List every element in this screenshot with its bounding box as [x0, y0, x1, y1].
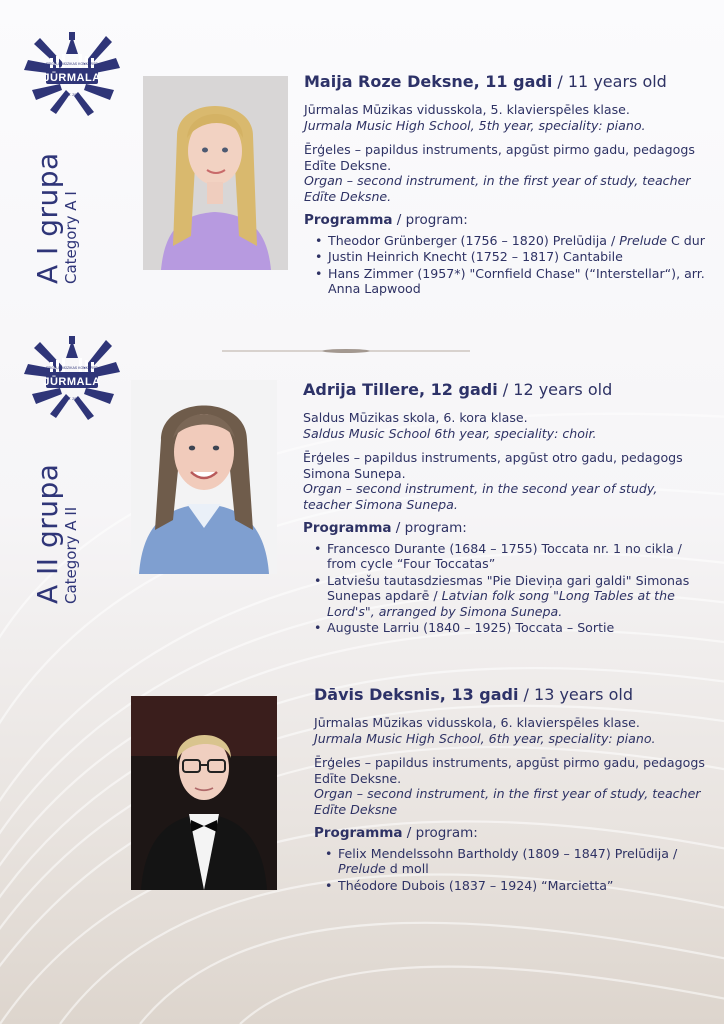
- school-description: Jūrmalas Mūzikas vidusskola, 5. klavierspēles klase. Jurmala Music High School, 5th year, speciality: piano.: [304, 102, 646, 133]
- participant-name: Maija Roze Deksne, 11 gadi / 11 years old: [304, 72, 667, 91]
- participant-info: [304, 72, 708, 298]
- participant-info: [303, 380, 708, 637]
- group-subtitle: Category A I: [62, 191, 80, 284]
- svg-text:EST. 2020: EST. 2020: [63, 93, 81, 97]
- portrait-girl-smiling-icon: [131, 380, 277, 574]
- organ-description: Ērģeles – papildus instruments, apgūst otro gadu, pedagogs Simona Sunepa. Organ – second instrument, in the second year of study, teacher Simona Sunepa.: [303, 450, 683, 512]
- program-heading: Programma / program:: [303, 520, 467, 536]
- svg-text:JŪRMALA: JŪRMALA: [43, 72, 101, 84]
- participant-photo: [131, 380, 277, 574]
- program-list: [304, 233, 708, 297]
- organ-description: Ērģeles – papildus instruments, apgūst pirmo gadu, pedagogs Edīte Deksne. Organ – second instrument, in the first year of study, teacher Edīte Deksne.: [304, 142, 695, 204]
- jurmala-logo: [20, 30, 124, 120]
- participant-name: Adrija Tillere, 12 gadi / 12 years old: [303, 380, 613, 399]
- group-subtitle: Category A II: [62, 506, 80, 604]
- group-label-a2: [31, 463, 80, 604]
- portrait-girl-blonde-icon: [143, 76, 288, 270]
- program-heading: Programma / program:: [314, 825, 478, 841]
- school-description: Jūrmalas Mūzikas vidusskola, 6. klavierspēles klase. Jurmala Music High School, 6th year, speciality: piano.: [314, 715, 656, 746]
- program-list: [314, 846, 708, 894]
- program-heading: Programma / program:: [304, 212, 468, 228]
- participant-info: [314, 685, 708, 894]
- portrait-boy-glasses-bowtie-icon: [131, 696, 277, 890]
- list-item: • Auguste Larriu (1840 – 1925) Toccata – Sortie: [327, 620, 708, 636]
- list-item: • Hans Zimmer (1957*) "Cornfield Chase" (“Interstellar“), arr. Anna Lapwood: [328, 266, 708, 297]
- list-item: • Justin Heinrich Knecht (1752 – 1817) Cantabile: [328, 249, 708, 265]
- school-description: Saldus Mūzikas skola, 6. kora klase. Saldus Music School 6th year, speciality: choir.: [303, 410, 597, 441]
- organ-description: Ērģeles – papildus instruments, apgūst pirmo gadu, pedagogs Edīte Deksne. Organ – second instrument, in the first year of study, teacher Edīte Deksne: [314, 755, 705, 817]
- group-title: A I grupa: [31, 152, 64, 284]
- list-item: • Francesco Durante (1684 – 1755) Toccata nr. 1 no cikla / from cycle “Four Toccatas”: [327, 541, 708, 572]
- list-item: • Théodore Dubois (1837 – 1924) “Marcietta”: [338, 878, 708, 894]
- svg-text:JŪRMALA: JŪRMALA: [43, 376, 101, 388]
- svg-text:ERGEĻU MŪZIKAS KONKURSS: ERGEĻU MŪZIKAS KONKURSS: [46, 366, 98, 370]
- svg-text:EST. 2020: EST. 2020: [63, 397, 81, 401]
- participant-photo: [131, 696, 277, 890]
- section-divider: [222, 348, 470, 354]
- participant-photo: [143, 76, 288, 270]
- organ-music-emblem-icon: [20, 334, 124, 424]
- organ-music-emblem-icon: [20, 30, 124, 120]
- list-item: • Theodor Grünberger (1756 – 1820) Prelūdija / Prelude C dur: [328, 233, 708, 249]
- svg-text:ERGEĻU MŪZIKAS KONKURSS: ERGEĻU MŪZIKAS KONKURSS: [46, 62, 98, 66]
- list-item: • Latviešu tautasdziesmas "Pie Dieviņa gari galdi" Simonas Sunepas apdarē / Latvian folk song "Long Tables at the Lord's", arranged by Simona Sunepa.: [327, 573, 708, 620]
- jurmala-logo: [20, 334, 124, 424]
- program-list: [303, 541, 708, 636]
- group-label-a1: [31, 152, 80, 284]
- participant-name: Dāvis Deksnis, 13 gadi / 13 years old: [314, 685, 633, 704]
- group-title: A II grupa: [31, 463, 64, 604]
- list-item: • Felix Mendelssohn Bartholdy (1809 – 1847) Prelūdija / Prelude d moll: [338, 846, 708, 877]
